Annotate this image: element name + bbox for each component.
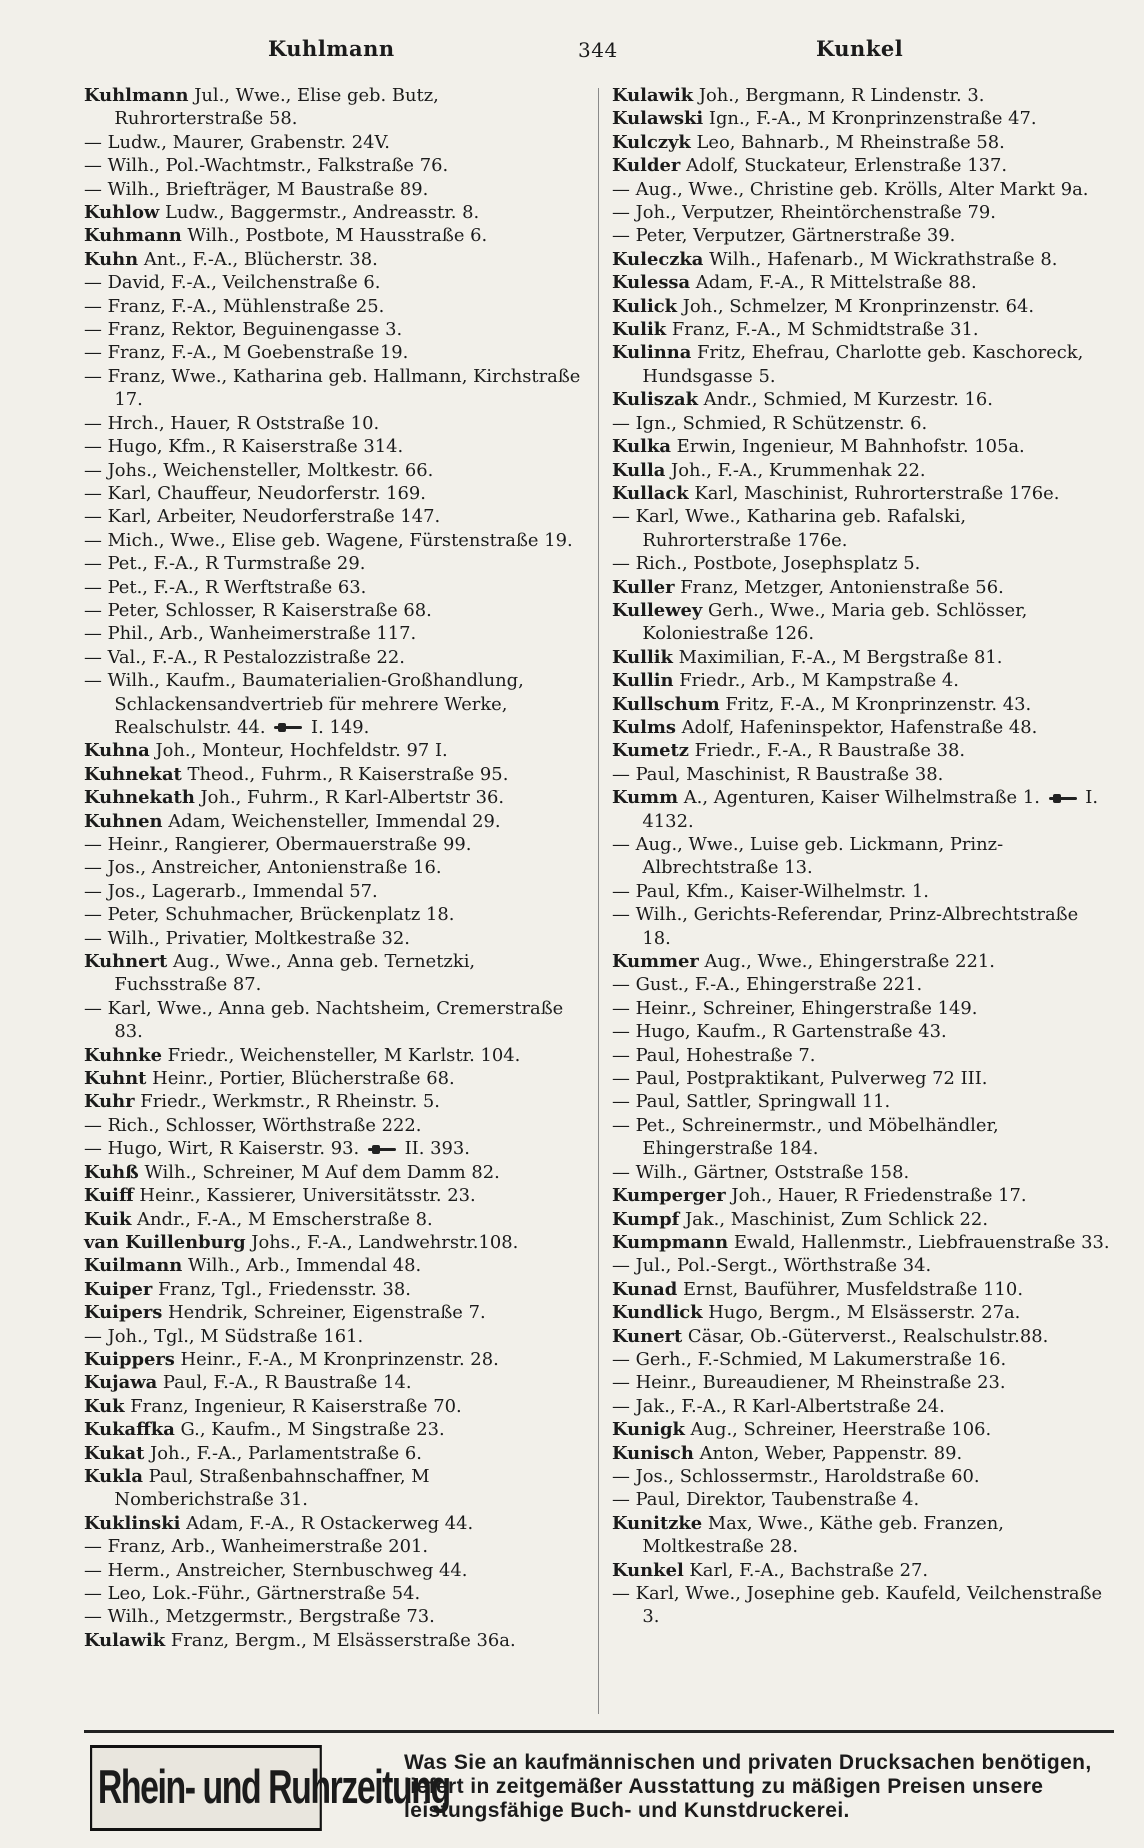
directory-entry: Kulik Franz, F.-A., M Schmidtstraße 31. bbox=[612, 319, 979, 341]
directory-entry: Kuhr Friedr., Werkmstr., R Rheinstr. 5. bbox=[84, 1091, 440, 1113]
directory-entry: Kuhß Wilh., Schreiner, M Auf dem Damm 82. bbox=[84, 1161, 500, 1183]
directory-entry: Kullschum Fritz, F.-A., M Kronprinzenstr. 43. bbox=[612, 693, 1032, 715]
directory-entry: — Karl, Chauffeur, Neudorferstr. 169. bbox=[84, 482, 426, 504]
directory-entry: — Pet., Schreinermstr., und Möbelhändler, Ehingerstraße 184. bbox=[612, 1114, 999, 1160]
directory-entry: — Leo, Lok.-Führ., Gärtnerstraße 54. bbox=[84, 1583, 421, 1604]
directory-entry: — Rich., Postbote, Josephsplatz 5. bbox=[612, 553, 921, 575]
directory-entry: Kulinna Fritz, Ehefrau, Charlotte geb. Kaschoreck, Hundsgasse 5. bbox=[612, 342, 1084, 387]
directory-entry: Kullik Maximilian, F.-A., M Bergstraße 81. bbox=[612, 646, 1003, 668]
directory-entry: Kuhnen Adam, Weichensteller, Immendal 29. bbox=[84, 810, 501, 832]
directory-entry: — Peter, Verputzer, Gärtnerstraße 39. bbox=[612, 225, 956, 247]
directory-entry: Kummer Aug., Wwe., Ehingerstraße 221. bbox=[612, 951, 995, 973]
directory-entry: Kumperger Joh., Hauer, R Friedenstraße 17. bbox=[612, 1185, 1027, 1207]
directory-entry: — Paul, Direktor, Taubenstraße 4. bbox=[612, 1489, 920, 1511]
directory-entry: Kuhlmann Jul., Wwe., Elise geb. Butz, Ruhrorterstraße 58. bbox=[84, 85, 439, 130]
telephone-icon bbox=[274, 723, 302, 732]
directory-entry: — Mich., Wwe., Elise geb. Wagene, Fürstenstraße 19. bbox=[84, 529, 573, 551]
directory-entry: Kuilmann Wilh., Arb., Immendal 48. bbox=[84, 1255, 422, 1277]
directory-entry: Kumpmann Ewald, Hallenmstr., Liebfrauenstraße 33. bbox=[612, 1231, 1110, 1253]
directory-entry: — Hugo, Kfm., R Kaiserstraße 314. bbox=[84, 436, 404, 458]
directory-entry: — Franz, F.-A., M Goebenstraße 19. bbox=[84, 342, 409, 364]
directory-entry: Kulawski Ign., F.-A., M Kronprinzenstraße 47. bbox=[612, 108, 1037, 130]
directory-entry: — Johs., Weichensteller, Moltkestr. 66. bbox=[84, 459, 434, 481]
directory-entry: — Wilh., Briefträger, M Baustraße 89. bbox=[84, 178, 429, 200]
directory-entry: Kuhlow Ludw., Baggermstr., Andreasstr. 8. bbox=[84, 202, 480, 224]
directory-entry: Kuliszak Andr., Schmied, M Kurzestr. 16. bbox=[612, 389, 993, 411]
directory-entry: Kumpf Jak., Maschinist, Zum Schlick 22. bbox=[612, 1208, 989, 1230]
directory-entry: Kullack Karl, Maschinist, Ruhrorterstraße 176e. bbox=[612, 482, 1060, 504]
directory-entry: — Wilh., Gärtner, Oststraße 158. bbox=[612, 1161, 910, 1183]
directory-entry: — Pet., F.-A., R Turmstraße 29. bbox=[84, 553, 366, 575]
directory-entry: Kumm A., Agenturen, Kaiser Wilhelmstraße 1. I. 4132. bbox=[612, 787, 1099, 832]
directory-entry: Kukat Joh., F.-A., Parlamentstraße 6. bbox=[84, 1442, 422, 1464]
directory-entry: — Jul., Pol.-Sergt., Wörthstraße 34. bbox=[612, 1255, 932, 1277]
directory-entry: Kukla Paul, Straßenbahnschaffner, M Nomberichstraße 31. bbox=[84, 1465, 430, 1511]
directory-entry: — Wilh., Pol.-Wachtmstr., Falkstraße 76. bbox=[84, 155, 449, 177]
directory-entry: — Hugo, Kaufm., R Gartenstraße 43. bbox=[612, 1021, 947, 1043]
directory-entry: Kumetz Friedr., F.-A., R Baustraße 38. bbox=[612, 740, 966, 762]
directory-entry: — Heinr., Rangierer, Obermauerstraße 99. bbox=[84, 834, 472, 855]
directory-entry: — Paul, Hohestraße 7. bbox=[612, 1044, 816, 1066]
directory-entry: Kunkel Karl, F.-A., Bachstraße 27. bbox=[612, 1559, 929, 1581]
directory-entry: — Hrch., Hauer, R Oststraße 10. bbox=[84, 412, 380, 434]
directory-entry: Kuipers Hendrik, Schreiner, Eigenstraße 7. bbox=[84, 1302, 486, 1324]
advertisement-text: Was Sie an kaufmännischen und privaten Drucksachen benötigen, liefert in zeitgemäßer Ausstattung zu mäßigen Preisen unsere leistungsfähige Buch- und Kunstdruckerei. bbox=[404, 1751, 1092, 1822]
directory-entry: Kuhn Ant., F.-A., Blücherstr. 38. bbox=[84, 248, 378, 270]
directory-entry: Kulawik Franz, Bergm., M Elsässerstraße 36a. bbox=[84, 1629, 516, 1651]
telephone-icon bbox=[368, 1145, 396, 1154]
directory-entry: Kulms Adolf, Hafeninspektor, Hafenstraße 48. bbox=[612, 716, 1038, 738]
directory-entry: — Franz, Rektor, Beguinengasse 3. bbox=[84, 319, 403, 341]
directory-entry: — Gerh., F.-Schmied, M Lakumerstraße 16. bbox=[612, 1348, 1007, 1370]
directory-entry: — Aug., Wwe., Luise geb. Lickmann, Prinz-Albrechtstraße 13. bbox=[612, 834, 1004, 879]
directory-entry: Kullewey Gerh., Wwe., Maria geb. Schlösser, Koloniestraße 126. bbox=[612, 599, 1028, 645]
header-left-name: Kuhlmann bbox=[268, 36, 395, 61]
directory-entry: Kuller Franz, Metzger, Antonienstraße 56. bbox=[612, 576, 1004, 598]
directory-entry: Kuklinski Adam, F.-A., R Ostackerweg 44. bbox=[84, 1512, 474, 1534]
directory-entry: Kuhnekat Theod., Fuhrm., R Kaiserstraße 95. bbox=[84, 763, 509, 785]
left-column bbox=[84, 84, 582, 1652]
right-column bbox=[612, 84, 1112, 1629]
directory-entry: Kuhnekath Joh., Fuhrm., R Karl-Albertstr 36. bbox=[84, 787, 505, 809]
directory-entry: Kulder Adolf, Stuckateur, Erlenstraße 137. bbox=[612, 155, 1008, 177]
directory-entry: Kulka Erwin, Ingenieur, M Bahnhofstr. 105a. bbox=[612, 436, 1025, 458]
directory-entry: Kuiff Heinr., Kassierer, Universitätsstr. 23. bbox=[84, 1185, 476, 1207]
directory-entry: — Gust., F.-A., Ehingerstraße 221. bbox=[612, 974, 923, 996]
directory-entry: Kuleczka Wilh., Hafenarb., M Wickrathstraße 8. bbox=[612, 248, 1058, 270]
directory-entry: — Franz, F.-A., Mühlenstraße 25. bbox=[84, 295, 385, 317]
directory-entry: Kunisch Anton, Weber, Pappenstr. 89. bbox=[612, 1442, 963, 1464]
directory-entry: Kundlick Hugo, Bergm., M Elsässerstr. 27a. bbox=[612, 1302, 1021, 1324]
directory-entry: — Peter, Schlosser, R Kaiserstraße 68. bbox=[84, 599, 432, 621]
directory-entry: — Jak., F.-A., R Karl-Albertstraße 24. bbox=[612, 1395, 945, 1417]
directory-entry: — Karl, Wwe., Katharina geb. Rafalski, Ruhrorterstraße 176e. bbox=[612, 506, 967, 551]
directory-entry: — Joh., Verputzer, Rheintörchenstraße 79. bbox=[612, 202, 996, 224]
directory-entry: — Joh., Tgl., M Südstraße 161. bbox=[84, 1325, 364, 1347]
directory-entry: Kuiper Franz, Tgl., Friedensstr. 38. bbox=[84, 1278, 411, 1300]
directory-entry: — Wilh., Privatier, Moltkestraße 32. bbox=[84, 927, 410, 949]
directory-entry: Kunitzke Max, Wwe., Käthe geb. Franzen, Moltkestraße 28. bbox=[612, 1512, 1004, 1558]
directory-entry: — Wilh., Kaufm., Baumaterialien-Großhandlung, Schlackensandvertrieb für mehrere Werke, Realschulstr. 44. I. 149. bbox=[84, 670, 524, 738]
directory-entry: Kuhmann Wilh., Postbote, M Hausstraße 6. bbox=[84, 225, 488, 247]
directory-entry: Kuhna Joh., Monteur, Hochfeldstr. 97 I. bbox=[84, 740, 448, 762]
newspaper-logo: Rhein- und Ruhrzeitung bbox=[90, 1745, 322, 1831]
directory-entry: van Kuillenburg Johs., F.-A., Landwehrstr.108. bbox=[84, 1231, 519, 1253]
directory-entry: — Rich., Schlosser, Wörthstraße 222. bbox=[84, 1114, 422, 1136]
directory-entry: — Wilh., Gerichts-Referendar, Prinz-Albrechtstraße 18. bbox=[612, 904, 1079, 949]
directory-entry: — Heinr., Bureaudiener, M Rheinstraße 23. bbox=[612, 1372, 1006, 1394]
directory-entry: Kukaffka G., Kaufm., M Singstraße 23. bbox=[84, 1419, 445, 1441]
directory-entry: — Ludw., Maurer, Grabenstr. 24V. bbox=[84, 131, 390, 153]
directory-entry: — Karl, Wwe., Josephine geb. Kaufeld, Veilchenstraße 3. bbox=[612, 1583, 1103, 1628]
advertisement bbox=[84, 1730, 1114, 1833]
directory-entry: Kuippers Heinr., F.-A., M Kronprinzenstr. 28. bbox=[84, 1348, 499, 1370]
directory-entry: — Aug., Wwe., Christine geb. Krölls, Alter Markt 9a. bbox=[612, 178, 1089, 200]
directory-entry: — Franz, Arb., Wanheimerstraße 201. bbox=[84, 1536, 429, 1558]
directory-entry: — Wilh., Metzgermstr., Bergstraße 73. bbox=[84, 1606, 435, 1628]
directory-entry: — Paul, Sattler, Springwall 11. bbox=[612, 1091, 891, 1113]
directory-entry: — Pet., F.-A., R Werftstraße 63. bbox=[84, 576, 367, 598]
page-number: 344 bbox=[578, 38, 618, 62]
directory-entry: Kujawa Paul, F.-A., R Baustraße 14. bbox=[84, 1372, 412, 1394]
directory-entry: Kulessa Adam, F.-A., R Mittelstraße 88. bbox=[612, 272, 977, 294]
directory-entry: Kulla Joh., F.-A., Krummenhak 22. bbox=[612, 459, 926, 481]
directory-entry: Kulczyk Leo, Bahnarb., M Rheinstraße 58. bbox=[612, 131, 1005, 153]
directory-entry: — Val., F.-A., R Pestalozzistraße 22. bbox=[84, 646, 405, 668]
directory-entry: — David, F.-A., Veilchenstraße 6. bbox=[84, 272, 381, 294]
header-right-name: Kunkel bbox=[816, 36, 904, 61]
directory-entry: Kuhnert Aug., Wwe., Anna geb. Ternetzki, Fuchsstraße 87. bbox=[84, 951, 476, 996]
directory-entry: — Paul, Postpraktikant, Pulverweg 72 III. bbox=[612, 1068, 988, 1090]
directory-entry: Kulawik Joh., Bergmann, R Lindenstr. 3. bbox=[612, 85, 985, 106]
directory-entry: Kulick Joh., Schmelzer, M Kronprinzenstr. 64. bbox=[612, 295, 1035, 317]
directory-entry: Kullin Friedr., Arb., M Kampstraße 4. bbox=[612, 670, 959, 692]
directory-entry: Kunert Cäsar, Ob.-Güterverst., Realschulstr.88. bbox=[612, 1325, 1049, 1347]
directory-entry: Kunigk Aug., Schreiner, Heerstraße 106. bbox=[612, 1419, 992, 1441]
directory-entry: Kuhnke Friedr., Weichensteller, M Karlstr. 104. bbox=[84, 1044, 521, 1066]
directory-entry: — Ign., Schmied, R Schützenstr. 6. bbox=[612, 412, 928, 434]
directory-entry: — Herm., Anstreicher, Sternbuschweg 44. bbox=[84, 1559, 468, 1581]
directory-entry: — Paul, Kfm., Kaiser-Wilhelmstr. 1. bbox=[612, 880, 929, 902]
directory-entry: — Paul, Maschinist, R Baustraße 38. bbox=[612, 763, 944, 785]
directory-entry: Kuhnt Heinr., Portier, Blücherstraße 68. bbox=[84, 1068, 455, 1090]
directory-entry: — Franz, Wwe., Katharina geb. Hallmann, Kirchstraße 17. bbox=[84, 365, 581, 411]
directory-entry: — Hugo, Wirt, R Kaiserstr. 93. II. 393. bbox=[84, 1138, 470, 1160]
column-divider bbox=[598, 88, 599, 1714]
directory-entry: — Peter, Schuhmacher, Brückenplatz 18. bbox=[84, 904, 455, 926]
directory-entry: — Karl, Wwe., Anna geb. Nachtsheim, Cremerstraße 83. bbox=[84, 997, 564, 1043]
directory-entry: — Phil., Arb., Wanheimerstraße 117. bbox=[84, 623, 417, 645]
directory-entry: — Jos., Schlossermstr., Haroldstraße 60. bbox=[612, 1465, 980, 1487]
directory-entry: — Heinr., Schreiner, Ehingerstraße 149. bbox=[612, 997, 978, 1019]
directory-entry: — Jos., Lagerarb., Immendal 57. bbox=[84, 880, 378, 902]
telephone-icon bbox=[1049, 794, 1077, 803]
directory-entry: — Karl, Arbeiter, Neudorferstraße 147. bbox=[84, 506, 441, 528]
directory-entry: Kunad Ernst, Bauführer, Musfeldstraße 110. bbox=[612, 1278, 1024, 1300]
directory-entry: Kuik Andr., F.-A., M Emscherstraße 8. bbox=[84, 1208, 433, 1230]
directory-entry: Kuk Franz, Ingenieur, R Kaiserstraße 70. bbox=[84, 1395, 462, 1417]
directory-entry: — Jos., Anstreicher, Antonienstraße 16. bbox=[84, 857, 442, 879]
